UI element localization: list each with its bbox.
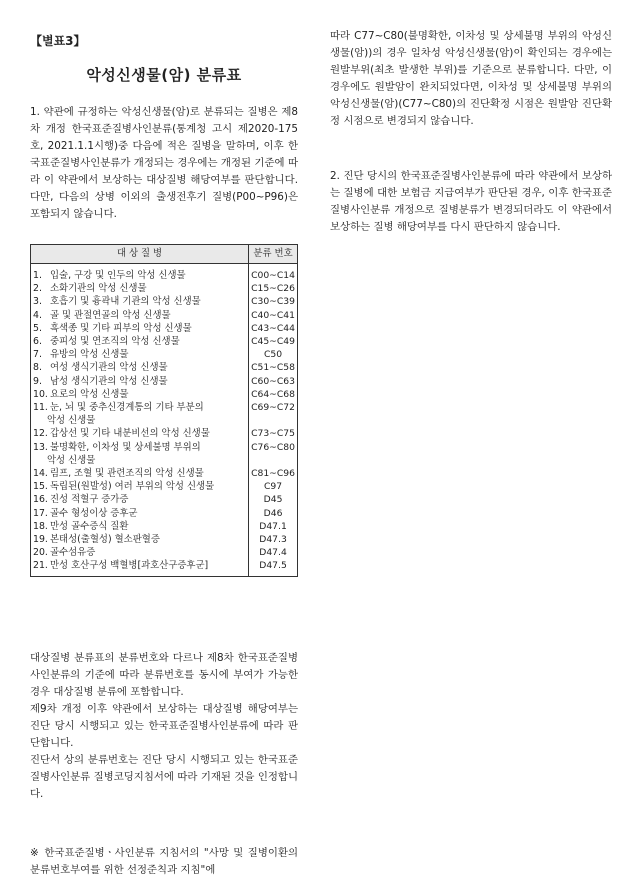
- table-row: [31, 480, 298, 493]
- classification-code: D47.5: [249, 559, 298, 576]
- disease-cell: [31, 427, 249, 440]
- row-number: 8.: [33, 362, 42, 374]
- disease-cell: [31, 493, 249, 506]
- table-row: [31, 282, 298, 295]
- table-row: [31, 467, 298, 480]
- classification-code: C60~C63: [249, 375, 298, 388]
- row-number: 10.: [33, 388, 48, 400]
- table-row: [31, 375, 298, 388]
- table-row: [31, 507, 298, 520]
- classification-code: D47.3: [249, 533, 298, 546]
- table-row: [31, 335, 298, 348]
- paragraph-2: 2. 진단 당시의 한국표준질병사인분류에 따라 약관에서 보상하는 질병에 대한 보험금 지급여부가 판단된 경우, 이후 한국표준질병사인분류 개정으로 질병분류가 변경되더라도 이 약관에서 보상하는 질병 해당여부를 다시 판단하지 않습니다.: [330, 170, 612, 233]
- classification-code: D47.4: [249, 546, 298, 559]
- disease-cell: [31, 441, 249, 467]
- disease-cell: [31, 480, 249, 493]
- row-number: 19.: [33, 534, 48, 546]
- row-number: 1.: [33, 270, 42, 281]
- disease-cell: [31, 401, 249, 427]
- table-row: [31, 559, 298, 576]
- paragraph-1: 1. 약관에 규정하는 악성신생물(암)로 분류되는 질병은 제8차 개정 한국표준질병사인분류(통계청 고시 제2020-175호, 2021.1.1시행)중 다음에 적은 질병을 말하며, 이후 한국표준질병사인분류가 개정되는 경우에는 개정된 기준에 따라 이 약관에서 보상하는 대상질병 해당여부를 판단합니다. 다만, 다음의 상병 이외의 출생전후기 질병(P00~P96)은 포함되지 않습니다.: [30, 106, 298, 220]
- disease-cell: [31, 546, 249, 559]
- table-row: [31, 264, 298, 283]
- classification-code: C00~C14: [249, 264, 298, 283]
- disease-name-continued: 악성 신생물: [47, 415, 96, 427]
- classification-code: C30~C39: [249, 295, 298, 308]
- classification-code: C45~C49: [249, 335, 298, 348]
- classification-code: D46: [249, 507, 298, 520]
- disease-name: 여성 생식기관의 악성 신생물: [49, 362, 168, 374]
- row-number: 17.: [33, 507, 48, 519]
- disease-name: 골수섬유증: [49, 547, 96, 559]
- cancer-classification-table: [30, 244, 298, 577]
- disease-cell: [31, 520, 249, 533]
- classification-code: C81~C96: [249, 467, 298, 480]
- row-number: 11.: [33, 402, 48, 414]
- row-number: 15.: [33, 481, 48, 493]
- disease-name: 남성 생식기관의 악성 신생물: [49, 375, 168, 387]
- table-row: [31, 441, 298, 467]
- disease-name: 중피성 및 연조직의 악성 신생물: [49, 336, 180, 348]
- row-number: 6.: [33, 336, 42, 348]
- row-number: 18.: [33, 520, 48, 532]
- disease-name: 골 및 관절연골의 악성 신생물: [49, 309, 171, 321]
- table-row: [31, 348, 298, 361]
- footnote-continued: 따라 C77~C80(불명확한, 이차성 및 상세불명 부위의 악성신생물(암))의 경우 일차성 악성신생물(암)이 확인되는 경우에는 원발부위(최초 발생한 부위)를 기준으로 분류합니다. 다만, 이 경우에도 원발암이 완치되었다면, 이차성 및 상세불명 부위의 악성신생물(암)(C77~C80)의 진단확정 시점은 원발암 진단확정 시점으로 변경되지 않습니다.: [330, 30, 612, 127]
- classification-code: C40~C41: [249, 309, 298, 322]
- disease-name: 요로의 악성 신생물: [49, 388, 129, 400]
- disease-name: 본태성(출혈성) 혈소판혈증: [49, 534, 160, 546]
- disease-name: 호흡기 및 흉곽내 기관의 악성 신생물: [49, 296, 201, 308]
- disease-name: 소화기관의 악성 신생물: [49, 283, 147, 295]
- table-row: [31, 322, 298, 335]
- row-number: 13.: [33, 441, 48, 453]
- table-row: [31, 533, 298, 546]
- disease-name: 불명확한, 이차성 및 상세불명 부위의: [49, 441, 201, 453]
- header-disease: 대 상 질 병: [31, 245, 249, 264]
- disease-cell: [31, 322, 249, 335]
- table-row: [31, 546, 298, 559]
- disease-cell: [31, 282, 249, 295]
- row-number: 2.: [33, 283, 42, 295]
- disease-name: 입술, 구강 및 인두의 악성 신생물: [49, 270, 186, 281]
- table-row: [31, 493, 298, 506]
- appendix-tag: 【별표3】: [30, 34, 86, 48]
- classification-code: D47.1: [249, 520, 298, 533]
- disease-name: 눈, 뇌 및 중추신경계통의 기타 부분의: [49, 402, 204, 414]
- disease-name: 독립된(원발성) 여러 부위의 악성 신생물: [49, 481, 215, 493]
- row-number: 3.: [33, 296, 42, 308]
- disease-name: 골수 형성이상 증후군: [49, 507, 138, 519]
- disease-name: 만성 골수증식 질환: [49, 520, 129, 532]
- row-number: 16.: [33, 494, 48, 506]
- disease-cell: [31, 388, 249, 401]
- after-note-3: 진단서 상의 분류번호는 진단 당시 시행되고 있는 한국표준질병사인분류 질병코딩지침서에 따라 기재된 것을 인정합니다.: [30, 754, 298, 800]
- classification-code: C43~C44: [249, 322, 298, 335]
- table-row: [31, 295, 298, 308]
- disease-name: 흑색종 및 기타 피부의 악성 신생물: [49, 322, 192, 334]
- disease-cell: [31, 309, 249, 322]
- classification-code: C64~C68: [249, 388, 298, 401]
- row-number: 4.: [33, 309, 42, 321]
- row-number: 9.: [33, 375, 42, 387]
- classification-code: C50: [249, 348, 298, 361]
- table-row: [31, 401, 298, 427]
- footnote-start: ※ 한국표준질병ㆍ사인분류 지침서의 "사망 및 질병이환의 분류번호부여를 위한 선정준칙과 지침"에: [30, 847, 298, 876]
- disease-cell: [31, 295, 249, 308]
- disease-cell: [31, 375, 249, 388]
- classification-code: C76~C80: [249, 441, 298, 467]
- table-row: [31, 520, 298, 533]
- after-table-notes: [30, 650, 298, 803]
- row-number: 21.: [33, 560, 48, 572]
- disease-name: 만성 호산구성 백혈병[과호산구증후군]: [49, 560, 209, 572]
- row-number: 20.: [33, 547, 48, 559]
- row-number: 5.: [33, 322, 42, 334]
- header-code: 분류 번호: [249, 245, 298, 264]
- disease-cell: [31, 467, 249, 480]
- row-number: 14.: [33, 468, 48, 480]
- disease-name: 유방의 악성 신생물: [49, 349, 129, 361]
- disease-name: 림프, 조혈 및 관련조직의 악성 신생물: [49, 468, 204, 480]
- disease-cell: [31, 533, 249, 546]
- disease-name-continued: 악성 신생물: [47, 454, 96, 466]
- row-number: 12.: [33, 428, 48, 440]
- document-title: 악성신생물(암) 분류표: [86, 66, 242, 84]
- classification-code: C51~C58: [249, 361, 298, 374]
- after-note-1: 대상질병 분류표의 분류번호와 다르나 제8차 한국표준질병사인분류의 기준에 따라 분류번호를 동시에 부여가 가능한 경우 대상질병 분류에 포함합니다.: [30, 652, 298, 698]
- table-row: [31, 427, 298, 440]
- after-note-2: 제9차 개정 이후 약관에서 보상하는 대상질병 해당여부는 진단 당시 시행되고 있는 한국표준질병사인분류에 따라 판단합니다.: [30, 703, 298, 749]
- table-row: [31, 361, 298, 374]
- classification-code: C73~C75: [249, 427, 298, 440]
- classification-code: C97: [249, 480, 298, 493]
- classification-code: C15~C26: [249, 282, 298, 295]
- classification-code: D45: [249, 493, 298, 506]
- row-number: 7.: [33, 349, 42, 361]
- disease-cell: [31, 507, 249, 520]
- disease-cell: [31, 348, 249, 361]
- table-header-row: [31, 245, 298, 264]
- table-row: [31, 309, 298, 322]
- disease-cell: [31, 559, 249, 576]
- disease-cell: [31, 361, 249, 374]
- disease-name: 진성 적혈구 증가증: [49, 494, 129, 506]
- disease-name: 갑상선 및 기타 내분비선의 악성 신생물: [49, 428, 210, 440]
- table-row: [31, 388, 298, 401]
- disease-cell: [31, 335, 249, 348]
- classification-code: C69~C72: [249, 401, 298, 427]
- disease-cell: [31, 264, 249, 283]
